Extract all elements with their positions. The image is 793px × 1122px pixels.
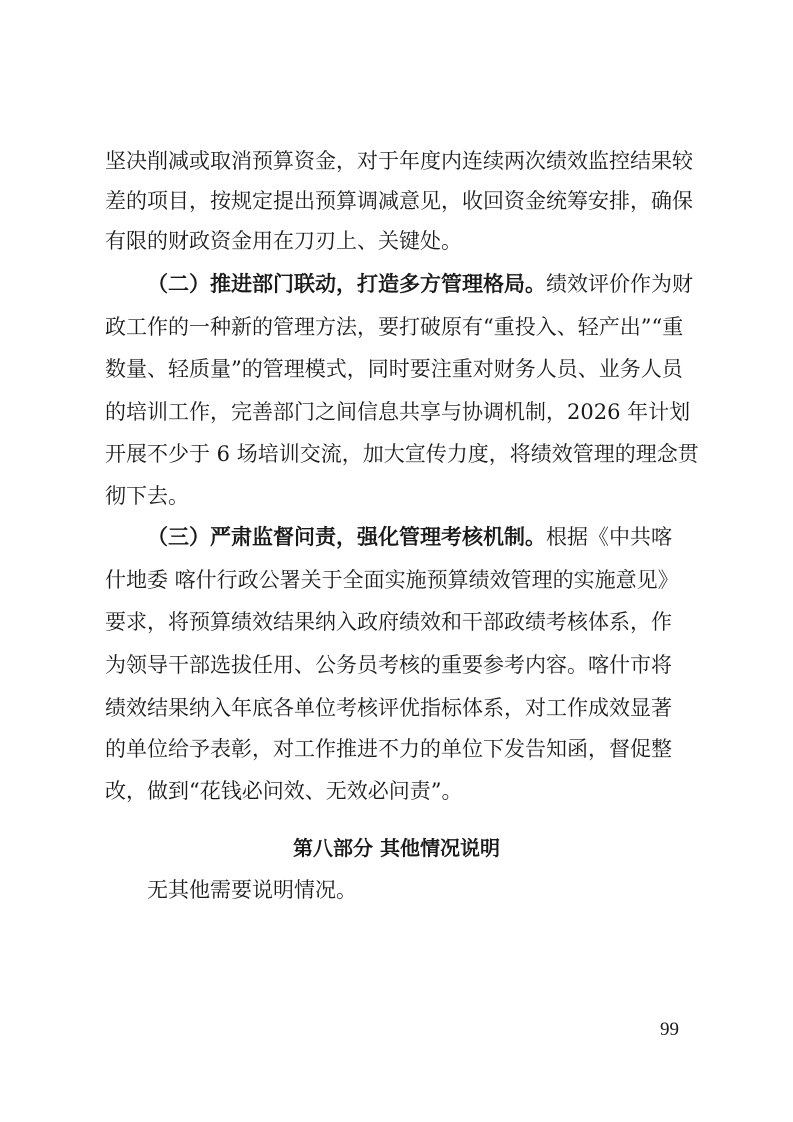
paragraph-3-line-1 <box>147 517 672 557</box>
paragraph-3-line-1-text: 根据《中共喀 <box>546 525 672 549</box>
paragraph-2-line-1-text: 绩效评价作为财 <box>546 272 693 296</box>
paragraph-1-line-1: 坚决削减或取消预算资金，对于年度内连续两次绩效监控结果较 <box>105 149 693 173</box>
paragraph-3-line-2: 什地委 喀什行政公署关于全面实施预算绩效管理的实施意见》 <box>105 568 679 592</box>
page-number: 99 <box>660 1019 679 1040</box>
paragraph-2-line-3: 数量、轻质量”的管理模式，同时要注重对财务人员、业务人员 <box>105 357 683 381</box>
paragraph-2-line-1 <box>147 264 693 304</box>
section-8-body: 无其他需要说明情况。 <box>147 878 357 902</box>
paragraph-3-line-4: 为领导干部选拔任用、公务员考核的重要参考内容。喀什市将 <box>105 653 672 677</box>
paragraph-3-line-5: 绩效结果纳入年底各单位考核评优指标体系，对工作成效显著 <box>105 696 672 720</box>
paragraph-1-line-3: 有限的财政资金用在刀刃上、关键处。 <box>105 229 462 253</box>
paragraph-2-line-4: 的培训工作，完善部门之间信息共享与协调机制，2026 年计划 <box>105 400 691 424</box>
paragraph-3-line-6: 的单位给予表彰，对工作推进不力的单位下发告知函，督促整 <box>105 737 672 761</box>
paragraph-2-line-6: 彻下去。 <box>105 484 189 508</box>
paragraph-2-line-5: 开展不少于 6 场培训交流，加大宣传力度，将绩效管理的理念贯 <box>105 442 699 466</box>
paragraph-2-line-2: 政工作的一种新的管理方法，要打破原有“重投入、轻产出”“重 <box>105 315 684 339</box>
paragraph-1-line-2: 差的项目，按规定提出预算调减意见，收回资金统筹安排，确保 <box>105 189 693 213</box>
paragraph-3-line-3: 要求，将预算绩效结果纳入政府绩效和干部政绩考核体系，作 <box>105 610 672 634</box>
paragraph-3-title: （三）严肃监督问责，强化管理考核机制。 <box>147 525 546 549</box>
paragraph-3-line-7: 改，做到“花钱必问效、无效必问责”。 <box>105 779 463 803</box>
section-8-heading: 第八部分 其他情况说明 <box>293 836 500 860</box>
paragraph-2-title: （二）推进部门联动，打造多方管理格局。 <box>147 272 546 296</box>
